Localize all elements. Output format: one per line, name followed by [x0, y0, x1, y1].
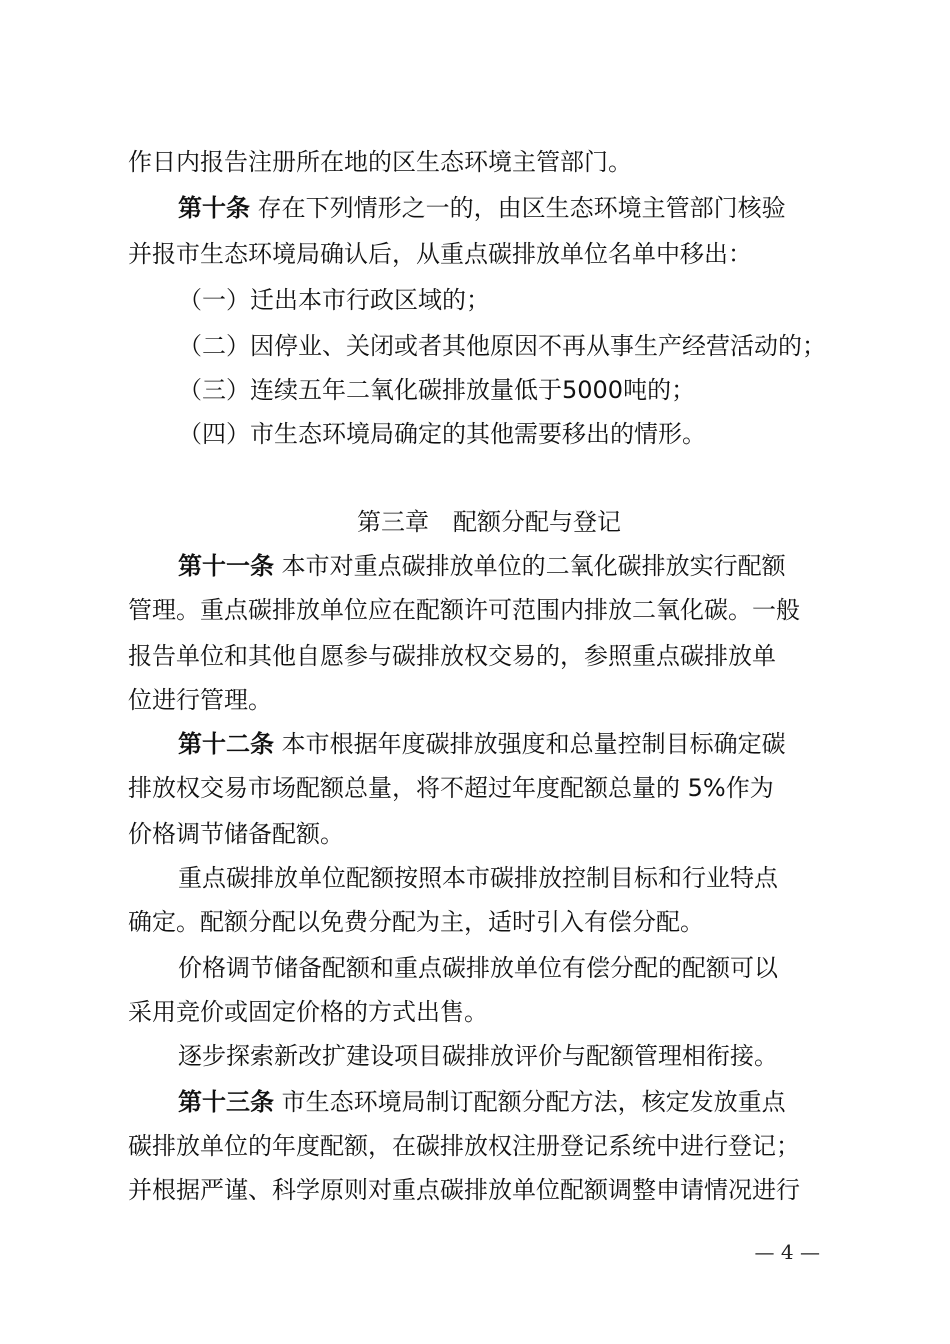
article-title: 第十三条 [178, 1088, 274, 1116]
paragraph-line: 并根据严谨、科学原则对重点碳排放单位配额调整申请情况进行 [128, 1176, 800, 1204]
paragraph-line: 管理。重点碳排放单位应在配额许可范围内排放二氧化碳。一般 [128, 596, 800, 624]
paragraph-line: 报告单位和其他自愿参与碳排放权交易的，参照重点碳排放单 [128, 642, 776, 670]
paragraph-line: 并报市生态环境局确认后，从重点碳排放单位名单中移出： [128, 240, 752, 268]
paragraph-line: 位进行管理。 [128, 686, 272, 714]
chapter-heading: 第三章 配额分配与登记 [357, 508, 621, 536]
article-11-line: 第十一条 本市对重点碳排放单位的二氧化碳排放实行配额 [178, 552, 786, 580]
list-item: （二）因停业、关闭或者其他原因不再从事生产经营活动的； [178, 332, 826, 360]
paragraph-line: 价格调节储备配额和重点碳排放单位有偿分配的配额可以 [178, 954, 778, 982]
page-number: — 4 — [754, 1240, 820, 1264]
list-item: （四）市生态环境局确定的其他需要移出的情形。 [178, 420, 706, 448]
article-12-line: 第十二条 本市根据年度碳排放强度和总量控制目标确定碳 [178, 730, 786, 758]
list-item: （一）迁出本市行政区域的； [178, 286, 490, 314]
paragraph-line: 碳排放单位的年度配额，在碳排放权注册登记系统中进行登记； [128, 1132, 800, 1160]
article-title: 第十二条 [178, 730, 274, 758]
paragraph-line: 价格调节储备配额。 [128, 820, 344, 848]
article-13-line: 第十三条 市生态环境局制订配额分配方法，核定发放重点 [178, 1088, 786, 1116]
article-title: 第十条 [178, 194, 250, 222]
paragraph-line: 排放权交易市场配额总量，将不超过年度配额总量的 5%作为 [128, 774, 774, 802]
article-title: 第十一条 [178, 552, 274, 580]
paragraph-line: 重点碳排放单位配额按照本市碳排放控制目标和行业特点 [178, 864, 778, 892]
paragraph-line: 确定。配额分配以免费分配为主，适时引入有偿分配。 [128, 908, 704, 936]
paragraph-line: 作日内报告注册所在地的区生态环境主管部门。 [128, 148, 632, 176]
paragraph-line: 逐步探索新改扩建设项目碳排放评价与配额管理相衔接。 [178, 1042, 778, 1070]
paragraph-line: 采用竞价或固定价格的方式出售。 [128, 998, 488, 1026]
article-10-line: 第十条 存在下列情形之一的，由区生态环境主管部门核验 [178, 194, 786, 222]
list-item: （三）连续五年二氧化碳排放量低于5000吨的； [178, 376, 696, 404]
